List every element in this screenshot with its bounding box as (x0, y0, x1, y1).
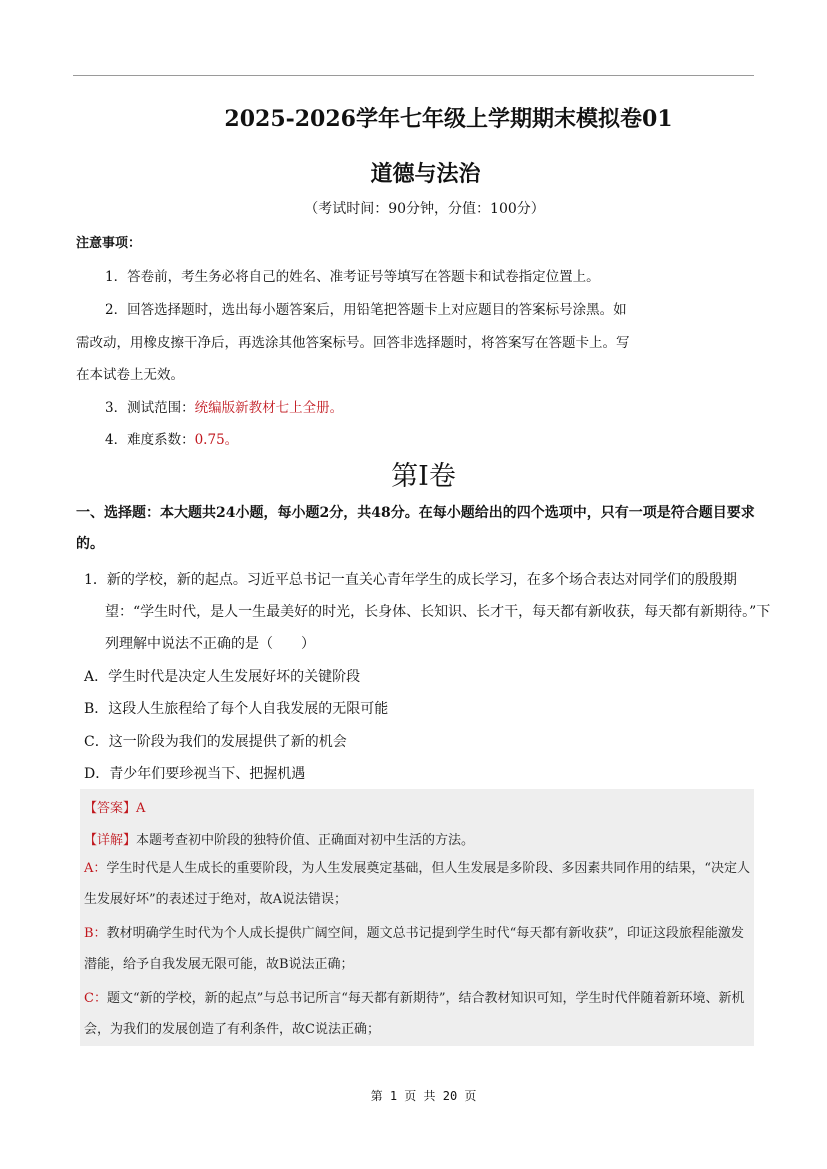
notice-item-1: 1．答卷前，考生务必将自己的姓名、准考证号等填写在答题卡和试卷指定位置上。 (105, 269, 600, 285)
option-b: B．这段人生旅程给了每个人自我发展的无限可能 (84, 701, 389, 717)
page-number: 第 1 页 共 20 页 (370, 1089, 477, 1103)
header-rule (73, 75, 754, 76)
analysis-c-text: 题文“新的学校，新的起点”与总书记所言“每天都有新期待”，结合教材知识可知，学生时代伴随着新环境、新机会，为我们的发展创造了有利条件，故C说法正确； (84, 991, 745, 1037)
detail-line (84, 829, 752, 848)
detail-text: 本题考查初中阶段的独特价值、正确面对初中生活的方法。 (136, 833, 475, 848)
answer-label: 【答案】A (84, 801, 146, 816)
analysis-c (84, 983, 752, 1045)
question-1-stem: 1．新的学校，新的起点。习近平总书记一直关心青年学生的成长学习，在多个场合表达对同学们的殷殷期望：“学生时代，是人一生最美好的时光，长身体、长知识、长才干，每天都有新收获，每天都有新期待。”下列理解中说法不正确的是（ ） (84, 572, 771, 652)
analysis-a-text: 学生时代是人生成长的重要阶段，为人生发展奠定基础，但人生发展是多阶段、多因素共同作用的结果，“决定人生发展好坏”的表述过于绝对，故A说法错误； (84, 861, 751, 907)
analysis-b-text: 教材明确学生时代为个人成长提供广阔空间，题文总书记提到学生时代“每天都有新收获”，印证这段旅程能激发潜能，给予自我发展无限可能，故B说法正确； (84, 926, 744, 972)
analysis-a (84, 853, 752, 915)
subject-title: 道德与法治 (370, 161, 481, 187)
test-scope-value: 统编版新教材七上全册。 (194, 400, 344, 416)
section-heading: 第I卷 (391, 461, 456, 492)
analysis-b-lead: B： (84, 926, 107, 941)
analysis-a-lead: A： (84, 861, 107, 876)
notice-item-3 (105, 396, 343, 416)
option-d: D．青少年们要珍视当下、把握机遇 (84, 766, 306, 782)
exam-info: （考试时间：90分钟，分值：100分） (304, 201, 545, 217)
exam-title: 2025-2026学年七年级上学期期末模拟卷01 (224, 106, 673, 132)
notice-heading: 注意事项： (76, 236, 142, 251)
notice-item-2-line-2: 需改动，用橡皮擦干净后，再选涂其他答案标号。回答非选择题时，将答案写在答题卡上。写 (76, 335, 630, 351)
notice-item-2-line-1: 2．回答选择题时，选出每小题答案后，用铅笔把答题卡上对应题目的答案标号涂黑。如 (105, 302, 627, 318)
option-c: C．这一阶段为我们的发展提供了新的机会 (84, 734, 347, 750)
notice-item-4 (105, 428, 238, 448)
analysis-c-lead: C： (84, 991, 107, 1006)
option-a: A．学生时代是决定人生发展好坏的关键阶段 (84, 669, 361, 685)
notice-item-2-line-3: 在本试卷上无效。 (76, 367, 184, 383)
detail-label: 【详解】 (84, 833, 137, 848)
analysis-b (84, 918, 752, 980)
notice-item-3-label: 3．测试范围： (105, 400, 195, 416)
part-intro: 一、选择题：本大题共24小题，每小题2分，共48分。在每小题给出的四个选项中，只有一项是符合题目要求的。 (76, 505, 755, 552)
notice-item-4-label: 4．难度系数： (105, 432, 195, 448)
difficulty-value: 0.75。 (194, 432, 239, 448)
